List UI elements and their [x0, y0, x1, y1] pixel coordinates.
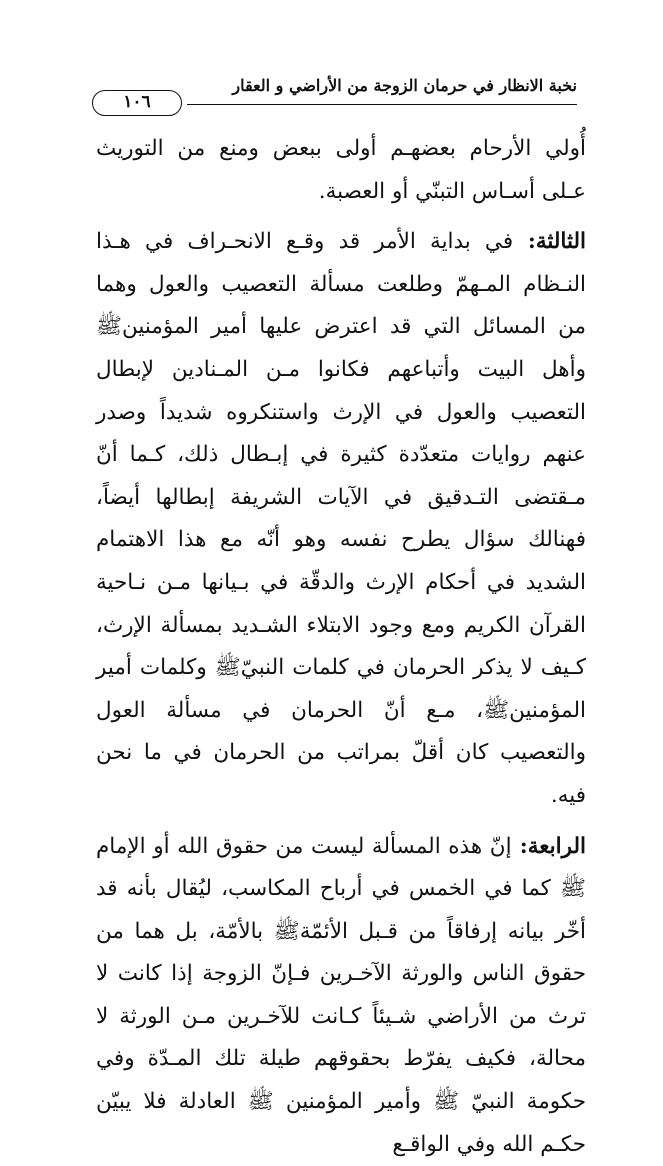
paragraph-lead: الثالثة:	[513, 229, 586, 254]
paragraph	[96, 128, 586, 213]
paragraph-text: في بداية الأمر قد وقـع الانحـراف في هـذا النـظام المـهمّ وطلعت مسألة التعصيب والعول وهما من المسائل التي قد اعترض عليها أمير المؤمنينﷺ وأهل البيت وأتباعهم فكانوا مـن المـنادين لإبطال التعصيب والعول في الإرث واستنكروه شديداً وصدر عنهم روايات متعدّدة كثيرة في إبـطال ذلك، كـما أنّ مـقتضى التـدقيق في الآيات الشريفة إبطالها أيضاً، فهنالك سؤال يطرح نفسه وهو أنّه مع هذا الاهتمام الشديد في أحكام الإرث والدقّة في بـيانها مـن نـاحية القرآن الكريم ومع وجود الابتلاء الشـديد بمسألة الإرث، كـيف لا يذكر الحرمان في كلمات النبيّﷺ وكلمات أمير المؤمنينﷺ، مـع أنّ الحرمان في مسألة العول والتعصيب كان أقلّ بمراتب من الحرمان في ما نحن فيه.	[96, 229, 586, 808]
paragraph-text: أُولي الأرحام بعضهـم أولى ببعض ومنع من التوريث عـلى أسـاس التبنّي أو العصبة.	[96, 136, 586, 204]
page-header	[92, 66, 577, 124]
paragraph	[96, 826, 586, 1166]
paragraph-text: إنّ هذه المسألة ليست من حقوق الله أو الإمام ﷺ كما في الخمس في أرباح المكاسب، ليُقال بأنه قد أخّر بيانه إرفاقاً من قـبل الأئمّةﷺ بالأمّة، بل هما من حقوق الناس والورثة الآخـرين فـإنّ الزوجة إذا كانت لا ترث من الأراضي شـيئاً كـانت للآخـرين مـن الورثة لا محالة، فكيف يفرّط بحقوقهم طيلة تلك المـدّة وفي حكومة النبيّ ﷺ وأمير المؤمنين ﷺ العادلة فلا يبيّن حكـم الله وفي الواقـع	[96, 834, 586, 1157]
body-text	[96, 128, 586, 1166]
running-title: نخبة الانظار في حرمان الزوجة من الأراضي و العقار	[232, 76, 577, 95]
paragraph-lead: الرابعة:	[512, 834, 586, 859]
page-number: ١٠٦	[92, 90, 182, 116]
header-rule	[187, 104, 577, 105]
paragraph	[96, 221, 586, 817]
